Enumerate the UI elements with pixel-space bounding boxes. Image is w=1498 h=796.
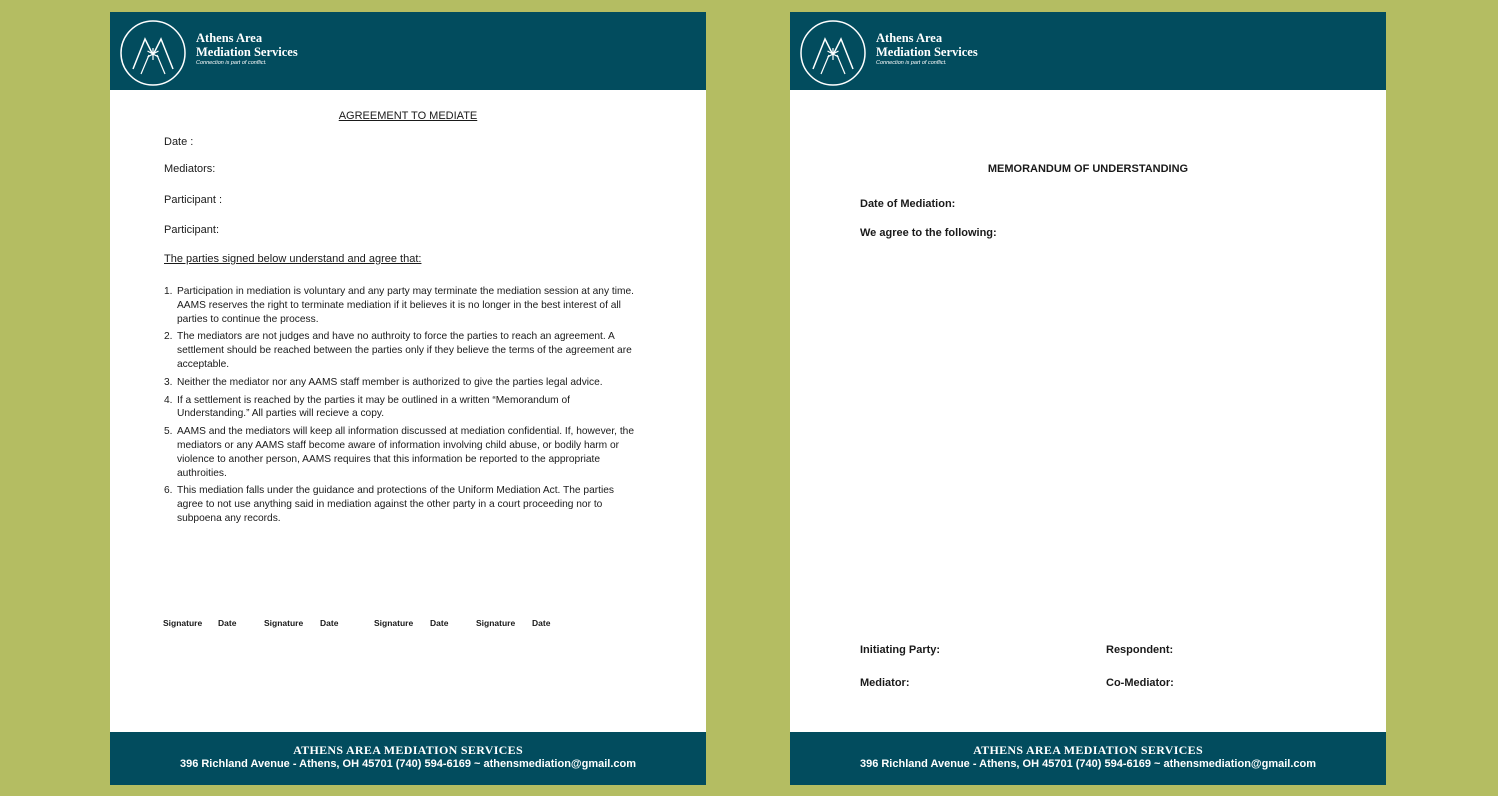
term-item: 1. Participation in mediation is voluntary and any party may terminate the mediation session at any time. AAMS reserves the right to terminate mediation if it believes it is no longer in the best interest of all parties to continue the process. — [164, 286, 634, 325]
signature-label: Signature — [163, 618, 203, 628]
org-name-line1: Athens Area — [196, 31, 263, 45]
footer-org-name: ATHENS AREA MEDIATION SERVICES — [973, 743, 1203, 757]
signature-date-label: Date — [430, 618, 449, 628]
memorandum-page — [790, 12, 1386, 785]
terms-list — [164, 285, 639, 530]
footer-address: 396 Richland Avenue - Athens, OH 45701 (740) 594-6169 ~ athensmediation@gmail.com — [179, 758, 637, 770]
agreement-items-label: We agree to the following: — [860, 227, 997, 239]
signature-label: Signature — [476, 618, 516, 628]
date-label: Date : — [164, 136, 194, 148]
agreement-page — [110, 12, 706, 785]
page-header — [790, 12, 1386, 90]
signature-label: Signature — [374, 618, 414, 628]
term-item: 2. The mediators are not judges and have no authroity to force the parties to reach an agreement. A settlement should be reached between the parties only if they believe the terms of the agreement are acceptable. — [164, 331, 632, 370]
signature-date-label: Date — [218, 618, 237, 628]
term-item: 6. This mediation falls under the guidance and protections of the Uniform Mediation Act. The parties agree to not use anything said in mediation against the other party in a court proceeding nor to subpoena any records. — [164, 485, 614, 524]
org-name-line2: Mediation Services — [196, 45, 298, 59]
term-item: 5. AAMS and the mediators will keep all information discussed at mediation confidential. If, however, the mediators or any AAMS staff become aware of information involving child abuse, or bodily harm or violence to another person, AAMS requires that this information be reported to the appropriate authroities. — [164, 426, 634, 479]
signature-date-label: Date — [532, 618, 551, 628]
footer-address: 396 Richland Avenue - Athens, OH 45701 (740) 594-6169 ~ athensmediation@gmail.com — [859, 758, 1317, 770]
signature-date-label: Date — [320, 618, 339, 628]
initiating-party-label: Initiating Party: — [860, 644, 941, 656]
co-mediator-label: Co-Mediator: — [1106, 677, 1174, 689]
participant-label-1: Participant : — [164, 194, 223, 206]
mountain-star-logo-icon — [799, 19, 867, 87]
terms-intro: The parties signed below understand and agree that: — [164, 253, 422, 265]
page-footer — [790, 732, 1386, 785]
participant-label-2: Participant: — [164, 224, 220, 236]
org-name-line2: Mediation Services — [876, 45, 978, 59]
respondent-label: Respondent: — [1106, 644, 1174, 656]
mediators-label: Mediators: — [164, 163, 216, 175]
footer-org-name: ATHENS AREA MEDIATION SERVICES — [293, 743, 523, 757]
term-item: 4. If a settlement is reached by the parties it may be outlined in a written “Memorandum of Understanding.” All parties will recieve a copy. — [164, 394, 570, 420]
mediator-label: Mediator: — [860, 677, 910, 689]
mountain-star-logo-icon — [119, 19, 187, 87]
date-of-mediation-label: Date of Mediation: — [860, 198, 956, 210]
signature-label: Signature — [264, 618, 304, 628]
page-footer — [110, 732, 706, 785]
page-header — [110, 12, 706, 90]
org-name-line1: Athens Area — [876, 31, 943, 45]
org-tagline: Connection is part of conflict. — [876, 60, 947, 66]
org-tagline: Connection is part of conflict. — [196, 60, 267, 66]
org-name — [876, 31, 978, 68]
agreement-title: AGREEMENT TO MEDIATE — [338, 110, 478, 122]
memorandum-title: MEMORANDUM OF UNDERSTANDING — [987, 163, 1189, 175]
org-name — [196, 31, 298, 68]
term-item: 3. Neither the mediator nor any AAMS staff member is authorized to give the parties legal advice. — [164, 376, 603, 388]
